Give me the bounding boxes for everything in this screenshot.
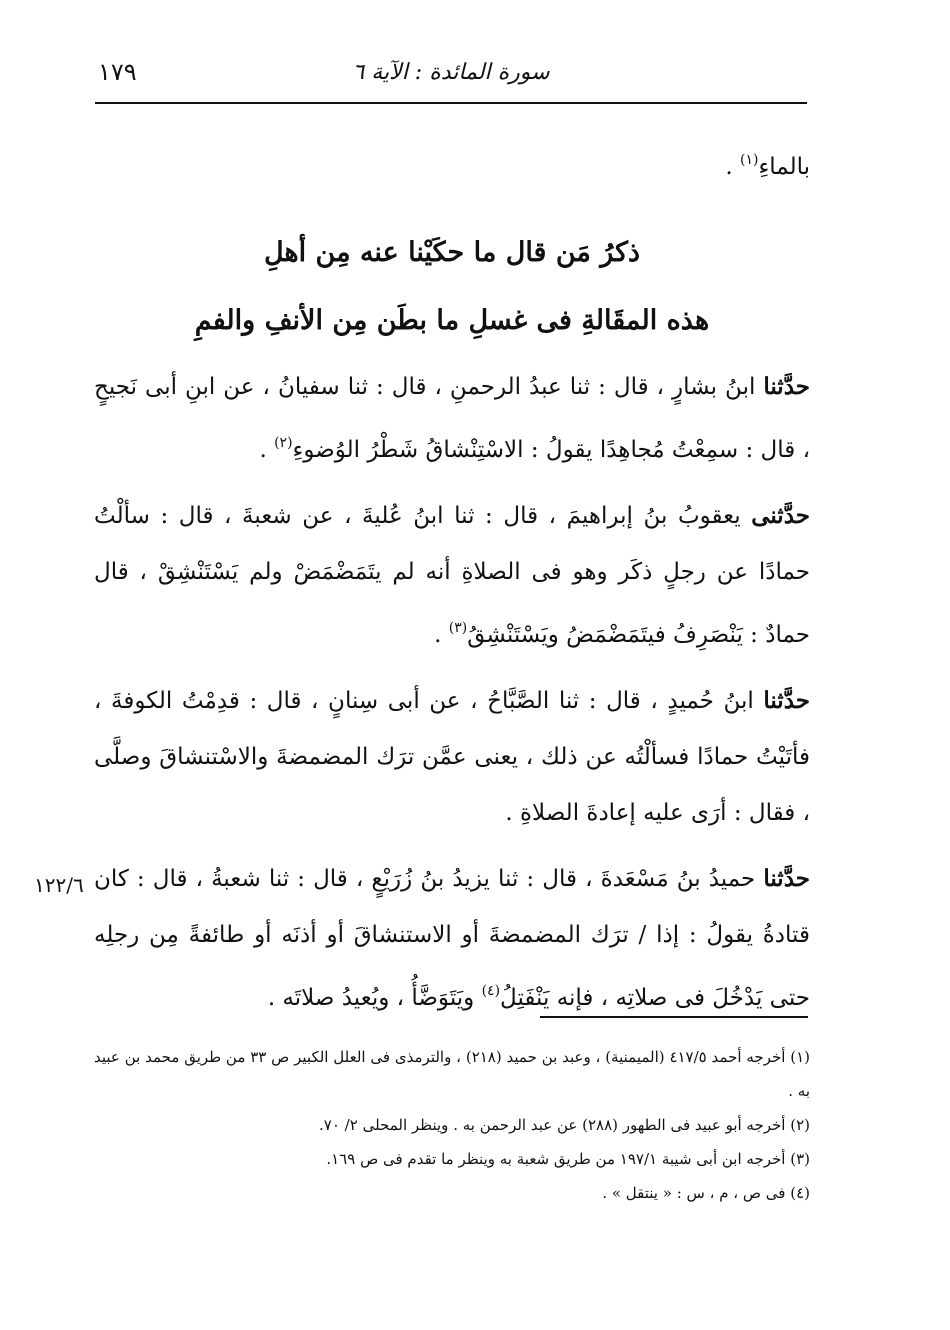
narration-paragraph bbox=[94, 851, 810, 1026]
continued-text: بالماءِ bbox=[758, 154, 810, 180]
footnotes bbox=[94, 1040, 810, 1210]
footnote-rule bbox=[540, 1016, 808, 1018]
narration-end: . bbox=[259, 437, 275, 463]
footnote-3: (٣) أخرجه ابن أبى شيبة ١٩٧/١ من طريق شعبة به وينظر ما تقدم فى ص ١٦٩. bbox=[326, 1150, 810, 1168]
narration-end: . bbox=[434, 622, 449, 648]
narration-end: ويَتَوَضَّأُ ، ويُعيدُ صلاتَه . bbox=[267, 985, 482, 1011]
narration-text: ابنُ بشارٍ ، قال : ثنا عبدُ الرحمنِ ، قال : ثنا سفيانُ ، عن ابنِ أبى نَجيحٍ ، قال : سمِعْتُ مُجاهِدًا يقولُ : الاسْتِنْشاقُ شَطْرُ الوُضوءِ bbox=[94, 374, 810, 463]
narration-paragraph bbox=[94, 673, 810, 841]
narration-paragraph bbox=[94, 488, 810, 663]
narration-lead: حدَّثنا bbox=[763, 865, 810, 892]
footnote-1: (١) أخرجه أحمد ٤١٧/٥ (الميمنية) ، وعبد بن حميد (٢١٨) ، والترمذى فى العلل الكبير ص ٣٣ من طريق محمد بن عبيد به . bbox=[94, 1048, 810, 1100]
footnote-4: (٤) فى ص ، م ، س : « ينتقل » . bbox=[602, 1184, 810, 1202]
page-number: ١٧٩ bbox=[98, 58, 137, 86]
running-title: سورة المائدة : الآية ٦ bbox=[352, 60, 550, 85]
narration-text: ابنُ حُميدٍ ، قال : ثنا الصَّبَّاحُ ، عن أبى سِنانٍ ، قال : قدِمْتُ الكوفةَ ، فأتَيْتُ حمادًا فسألْتُه عن ذلك ، يعنى عمَّن ترَك المضمضةَ والاسْتنشاقَ وصلَّى ، فقال : أرَى عليه إعادةَ الصلاةِ . bbox=[94, 688, 810, 826]
narration-lead: حدَّثنا bbox=[763, 373, 810, 400]
section-heading-line-2: هذه المقَالةِ فى غسلِ ما بطَن مِن الأنفِ والفمِ bbox=[194, 305, 710, 336]
narration-text: يعقوبُ بنُ إبراهيمَ ، قال : ثنا ابنُ عُليةَ ، عن شعبةَ ، قال : سألْتُ حمادًا عن رجلٍ ذكَر وهو فى الصلاةِ أنه لم يتَمَضْمَضْ ولم يَسْتَنْشِقْ ، قال حمادٌ : يَنْصَرِفُ فيتَمَضْمَضُ ويَسْتَنْشِقُ bbox=[94, 503, 810, 648]
footnote-2: (٢) أخرجه أبو عبيد فى الطهور (٢٨٨) عن عبد الرحمن به . وينظر المحلى ٢/ ٧٠. bbox=[319, 1116, 810, 1134]
narration-lead: حدَّثنا bbox=[763, 687, 810, 714]
narration-lead: حدَّثنى bbox=[751, 502, 810, 529]
running-head bbox=[92, 56, 810, 96]
narration-text: حميدُ بنُ مَسْعَدةَ ، قال : ثنا يزيدُ بنُ زُرَيْعٍ ، قال : ثنا شعبةُ ، قال : كان قتادةُ يقولُ : إذا / ترَك المضمضةَ أو الاستنشاقَ أو أذنَه أو طائفةً مِن رجلِه حتى يَدْخُلَ فى صلاتِه ، فإنه يَنْفَتِلُ bbox=[94, 866, 810, 1011]
margin-volume-reference: ١٢٢/٦ bbox=[34, 873, 84, 897]
footnote-mark: (٤) bbox=[481, 983, 501, 999]
footnote-mark: (١) bbox=[739, 152, 759, 168]
footnote-mark: (٢) bbox=[274, 435, 293, 451]
footnote-mark: (٣) bbox=[448, 620, 468, 636]
narration-paragraph bbox=[94, 359, 810, 478]
main-text bbox=[94, 138, 810, 1036]
header-rule bbox=[95, 102, 807, 104]
continued-end: . bbox=[725, 154, 740, 180]
section-heading-line-1: ذكرُ مَن قال ما حكَيْنا عنه مِن أهلِ bbox=[263, 237, 641, 268]
continued-line bbox=[94, 138, 810, 189]
